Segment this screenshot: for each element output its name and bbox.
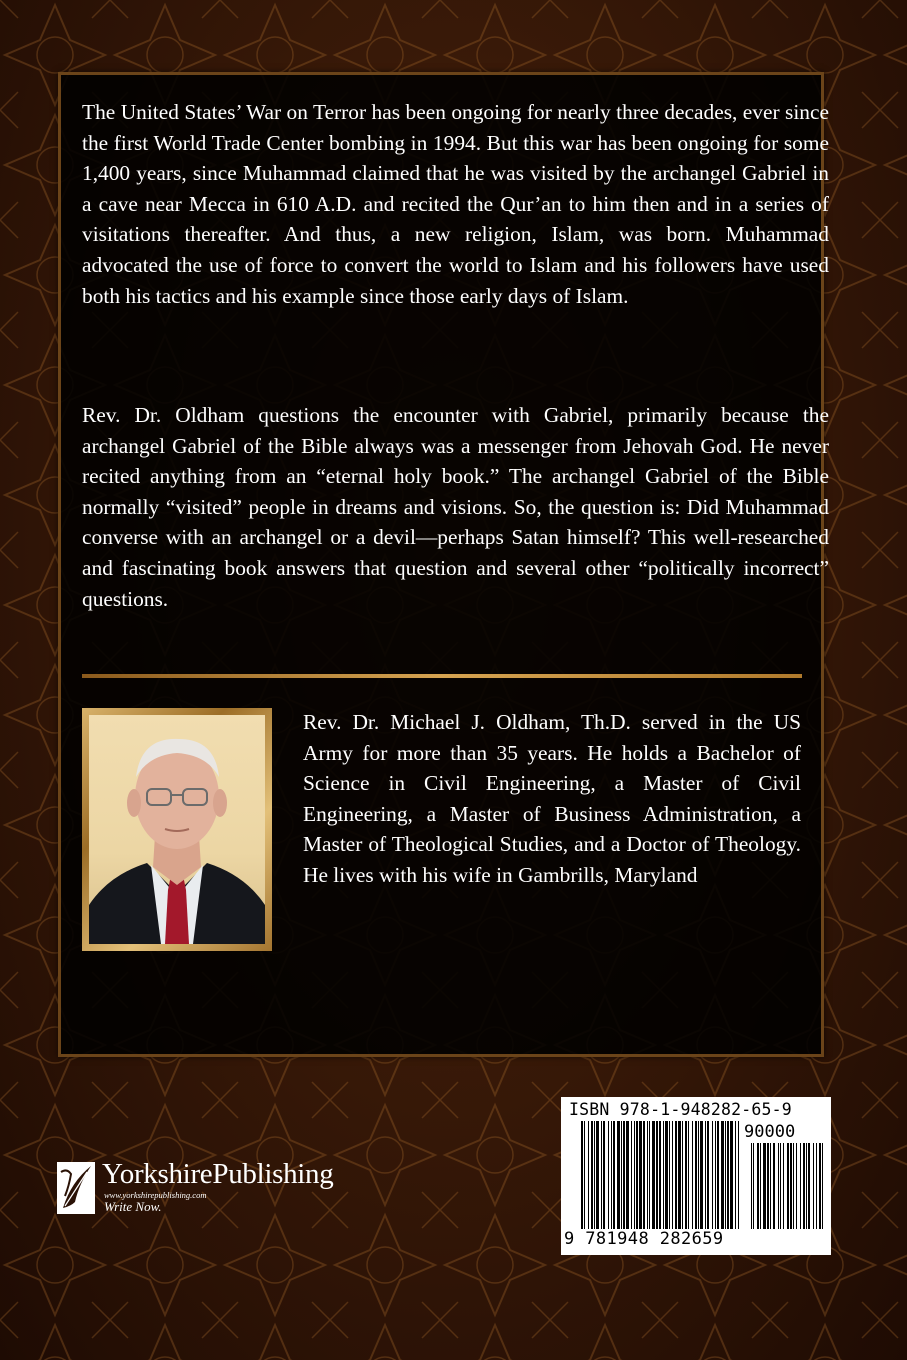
barcode-bar [588, 1121, 589, 1229]
barcode-bar [652, 1121, 655, 1229]
barcode-bar [596, 1121, 599, 1229]
blurb-paragraph-2: Rev. Dr. Oldham questions the encounter with Gabriel, primarily because the archangel Gabriel of the Bible always was a messenger from Jehovah God. He never recited anything from an “eternal holy book.” The archangel Gabriel of the Bible normally “visited” people in dreams and visions. So, the question is: Did Muhammad converse with an archangel or a devil—perhaps Satan himself? This well-researched and fascinating book answers that question and several other “politically incorrect” questions. [82, 403, 829, 611]
barcode-addon-bar [806, 1143, 807, 1229]
barcode-addon-bar [778, 1143, 779, 1229]
barcode-bar [594, 1121, 595, 1229]
publisher-logo [57, 1158, 387, 1222]
publisher-name: YorkshirePublishing [102, 1158, 334, 1190]
barcode-bar [603, 1121, 605, 1229]
barcode-addon-bar [822, 1143, 823, 1229]
barcode-bar [621, 1121, 622, 1229]
barcode-bar [631, 1121, 632, 1229]
barcode-bar [672, 1121, 673, 1229]
barcode-bar [601, 1121, 602, 1229]
barcode-bar [639, 1121, 642, 1229]
barcode-bar [617, 1121, 620, 1229]
barcode-bar [611, 1121, 612, 1229]
barcode-bar [634, 1121, 635, 1229]
barcode-addon-bar [813, 1143, 814, 1229]
barcode-bar [682, 1121, 683, 1229]
barcode-bar [675, 1121, 677, 1229]
barcode-bar [692, 1121, 693, 1229]
barcode-bar [707, 1121, 709, 1229]
barcode-bar [678, 1121, 681, 1229]
author-photo-frame [82, 708, 272, 951]
price-code: 90000 [744, 1122, 796, 1142]
barcode-bar [698, 1121, 699, 1229]
barcode-addon-bar [751, 1143, 752, 1229]
author-bio: Rev. Dr. Michael J. Oldham, Th.D. served in the US Army for more than 35 years. He holds a Bachelor of Science in Civil Engineering, a Master of Civil Engineering, a Master of Business Administration, a Master of Theological Studies, and a Doctor of Theology. He lives with his wife in Gambrills, Maryland [303, 710, 801, 887]
barcode-addon-bar [800, 1143, 801, 1229]
barcode-bar [623, 1121, 625, 1229]
gold-divider [82, 674, 802, 678]
barcode-bar [591, 1121, 593, 1229]
barcode-addon-bar [770, 1143, 771, 1229]
barcode-bar [656, 1121, 658, 1229]
barcode-addon-bar [767, 1143, 769, 1229]
barcode-addon-bar [787, 1143, 789, 1229]
barcode-bar [685, 1121, 687, 1229]
barcode-addon-bar [783, 1143, 784, 1229]
author-photo [89, 715, 265, 944]
barcode-bar [649, 1121, 650, 1229]
publisher-url: www.yorkshirepublishing.com [104, 1190, 207, 1200]
barcode-bar [636, 1121, 638, 1229]
barcode-bar [584, 1121, 585, 1229]
barcode-addon-bar [808, 1143, 810, 1229]
barcode-bar [735, 1121, 736, 1229]
isbn-label: ISBN 978-1-948282-65-9 [569, 1100, 792, 1119]
barcode-bar [725, 1121, 726, 1229]
barcode-addon-bar [816, 1143, 817, 1229]
barcode-bar [663, 1121, 664, 1229]
barcode-addon-bar [757, 1143, 759, 1229]
barcode-addon-bar [796, 1143, 797, 1229]
isbn-barcode [561, 1097, 831, 1255]
barcode-bar [643, 1121, 645, 1229]
barcode-bar [669, 1121, 670, 1229]
publisher-tagline: Write Now. [104, 1199, 162, 1214]
barcode-bar [665, 1121, 668, 1229]
barcode-addon-bar [753, 1143, 754, 1229]
barcode-addon-bar [773, 1143, 775, 1229]
barcode-bar [700, 1121, 703, 1229]
barcode-bar [695, 1121, 697, 1229]
barcode-bar [608, 1121, 609, 1229]
barcode-bar [721, 1121, 724, 1229]
barcode-bar [712, 1121, 713, 1229]
barcode-addon-bar [790, 1143, 792, 1229]
barcode-bar [727, 1121, 729, 1229]
barcode-bar [730, 1121, 733, 1229]
barcode-bar [613, 1121, 615, 1229]
barcode-bar [659, 1121, 661, 1229]
feather-quill-logo-icon [57, 1162, 95, 1214]
barcode-addon-bar [803, 1143, 805, 1229]
barcode-addon-bar [763, 1143, 766, 1229]
barcode-addon-bar [819, 1143, 821, 1229]
barcode-addon-bar [760, 1143, 761, 1229]
barcode-addon-bar [780, 1143, 781, 1229]
barcode-bar [647, 1121, 648, 1229]
barcode-bar [626, 1121, 629, 1229]
barcode-bar [717, 1121, 719, 1229]
barcode-bar [688, 1121, 689, 1229]
blurb-paragraph-1: The United States’ War on Terror has been ongoing for nearly three decades, ever since the first World Trade Center bombing in 1994. But this war has been ongoing for some 1,400 years, since Muhammad claimed that he was visited by the archangel Gabriel in a cave near Mecca in 610 A.D. and recited the Qur’an to him then and in a series of visitations thereafter. And thus, a new religion, Islam, was born. Muhammad advocated the use of force to convert the world to Islam and his followers have used both his tactics and his example since those early days of Islam. [82, 100, 829, 308]
barcode-bar [705, 1121, 706, 1229]
barcode-addon-bar [793, 1143, 794, 1229]
barcode-bar [738, 1121, 739, 1229]
barcode-bar [715, 1121, 716, 1229]
barcode-bar [581, 1121, 583, 1229]
barcode-number: 9 781948 282659 [564, 1229, 724, 1249]
